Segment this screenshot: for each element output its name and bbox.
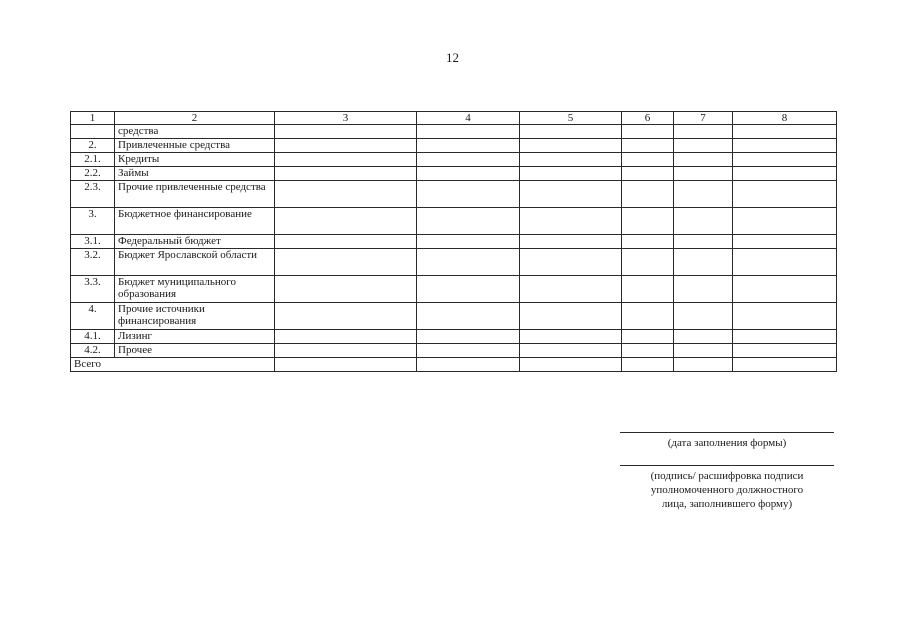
table-cell-col4 [417, 330, 520, 344]
table-cell-col3 [275, 249, 417, 276]
row-label: средства [115, 125, 275, 139]
row-number: 3. [71, 208, 115, 235]
row-label: Лизинг [115, 330, 275, 344]
table-row [71, 330, 837, 344]
total-row [71, 358, 837, 372]
table-row [71, 276, 837, 303]
table-cell-col6 [622, 344, 674, 358]
column-header: 5 [520, 112, 622, 125]
table-cell-col6 [622, 153, 674, 167]
total-cell-col8 [733, 358, 837, 372]
signature-caption-1: (подпись/ расшифровка подписи [650, 470, 804, 482]
table-cell-col7 [674, 208, 733, 235]
table-cell-col7 [674, 167, 733, 181]
row-number: 4.1. [71, 330, 115, 344]
table-cell-col6 [622, 276, 674, 303]
table-cell-col3 [275, 330, 417, 344]
row-number [71, 125, 115, 139]
signature-line [620, 465, 834, 466]
row-number: 3.3. [71, 276, 115, 303]
table-cell-col7 [674, 153, 733, 167]
table-cell-col8 [733, 153, 837, 167]
table-cell-col4 [417, 125, 520, 139]
row-number: 4. [71, 303, 115, 330]
table-cell-col6 [622, 181, 674, 208]
row-label: Кредиты [115, 153, 275, 167]
table-cell-col7 [674, 276, 733, 303]
date-signature-line [620, 432, 834, 433]
table-cell-col4 [417, 139, 520, 153]
table-cell-col7 [674, 181, 733, 208]
table-cell-col5 [520, 330, 622, 344]
table-cell-col8 [733, 167, 837, 181]
table-cell-col8 [733, 235, 837, 249]
column-header: 2 [115, 112, 275, 125]
table-row [71, 208, 837, 235]
column-header: 1 [71, 112, 115, 125]
table-row [71, 167, 837, 181]
row-number: 2.1. [71, 153, 115, 167]
table-cell-col6 [622, 208, 674, 235]
table-cell-col6 [622, 235, 674, 249]
table-row [71, 303, 837, 330]
table-cell-col8 [733, 249, 837, 276]
row-label: Займы [115, 167, 275, 181]
table-cell-col7 [674, 249, 733, 276]
table-row [71, 181, 837, 208]
table-cell-col4 [417, 249, 520, 276]
table-cell-col5 [520, 139, 622, 153]
table-cell-col3 [275, 153, 417, 167]
table-cell-col3 [275, 181, 417, 208]
table-cell-col7 [674, 330, 733, 344]
table-cell-col4 [417, 276, 520, 303]
table-cell-col3 [275, 235, 417, 249]
table-cell-col5 [520, 235, 622, 249]
row-number: 2.2. [71, 167, 115, 181]
row-label: Прочее [115, 344, 275, 358]
row-label: Бюджетное финансирование [115, 208, 275, 235]
table-cell-col8 [733, 276, 837, 303]
table-cell-col8 [733, 344, 837, 358]
table-cell-col6 [622, 330, 674, 344]
table-cell-col4 [417, 303, 520, 330]
row-label: Бюджет муниципального образования [115, 276, 275, 303]
table-cell-col6 [622, 139, 674, 153]
row-number: 3.2. [71, 249, 115, 276]
table-cell-col5 [520, 208, 622, 235]
financing-sources-table [70, 111, 837, 372]
table-cell-col8 [733, 139, 837, 153]
table-cell-col5 [520, 125, 622, 139]
table-cell-col3 [275, 208, 417, 235]
table-cell-col3 [275, 276, 417, 303]
table-row [71, 125, 837, 139]
table-cell-col6 [622, 249, 674, 276]
total-label: Всего [71, 358, 275, 372]
table-row [71, 139, 837, 153]
column-header: 7 [674, 112, 733, 125]
page-number: 12 [446, 50, 459, 65]
table-cell-col8 [733, 208, 837, 235]
table-cell-col8 [733, 303, 837, 330]
signature-caption-2: уполномоченного должностного [650, 484, 804, 496]
table-cell-col4 [417, 208, 520, 235]
total-cell-col4 [417, 358, 520, 372]
table-cell-col7 [674, 344, 733, 358]
table-cell-col5 [520, 153, 622, 167]
table-cell-col8 [733, 125, 837, 139]
total-cell-col5 [520, 358, 622, 372]
table-cell-col5 [520, 344, 622, 358]
row-number: 3.1. [71, 235, 115, 249]
date-caption: (дата заполнения формы) [667, 437, 787, 449]
column-header: 6 [622, 112, 674, 125]
table-cell-col6 [622, 167, 674, 181]
row-label: Прочие привлеченные средства [115, 181, 275, 208]
table-row [71, 153, 837, 167]
column-header: 8 [733, 112, 837, 125]
table-cell-col6 [622, 303, 674, 330]
total-cell-col3 [275, 358, 417, 372]
table-cell-col3 [275, 344, 417, 358]
column-header: 4 [417, 112, 520, 125]
table-cell-col4 [417, 153, 520, 167]
signature-caption-3: лица, заполнившего форму) [661, 498, 793, 510]
column-header: 3 [275, 112, 417, 125]
table-cell-col3 [275, 303, 417, 330]
total-cell-col7 [674, 358, 733, 372]
table-cell-col4 [417, 344, 520, 358]
table-cell-col7 [674, 303, 733, 330]
table-cell-col3 [275, 125, 417, 139]
table-cell-col5 [520, 303, 622, 330]
header-row [71, 112, 837, 125]
row-number: 2.3. [71, 181, 115, 208]
table-cell-col6 [622, 125, 674, 139]
row-label: Федеральный бюджет [115, 235, 275, 249]
table-cell-col5 [520, 181, 622, 208]
row-label: Прочие источники финансирования [115, 303, 275, 330]
row-number: 4.2. [71, 344, 115, 358]
table-cell-col4 [417, 235, 520, 249]
row-label: Бюджет Ярославской области [115, 249, 275, 276]
table-cell-col4 [417, 181, 520, 208]
table-body [71, 112, 837, 372]
table-cell-col5 [520, 167, 622, 181]
table-cell-col3 [275, 167, 417, 181]
row-label: Привлеченные средства [115, 139, 275, 153]
row-number: 2. [71, 139, 115, 153]
table-cell-col7 [674, 235, 733, 249]
table-cell-col7 [674, 125, 733, 139]
table-cell-col5 [520, 276, 622, 303]
table-row [71, 344, 837, 358]
table-row [71, 249, 837, 276]
table-cell-col3 [275, 139, 417, 153]
table-cell-col8 [733, 181, 837, 208]
table-cell-col5 [520, 249, 622, 276]
table-cell-col4 [417, 167, 520, 181]
table-row [71, 235, 837, 249]
total-cell-col6 [622, 358, 674, 372]
table-cell-col7 [674, 139, 733, 153]
table-cell-col8 [733, 330, 837, 344]
